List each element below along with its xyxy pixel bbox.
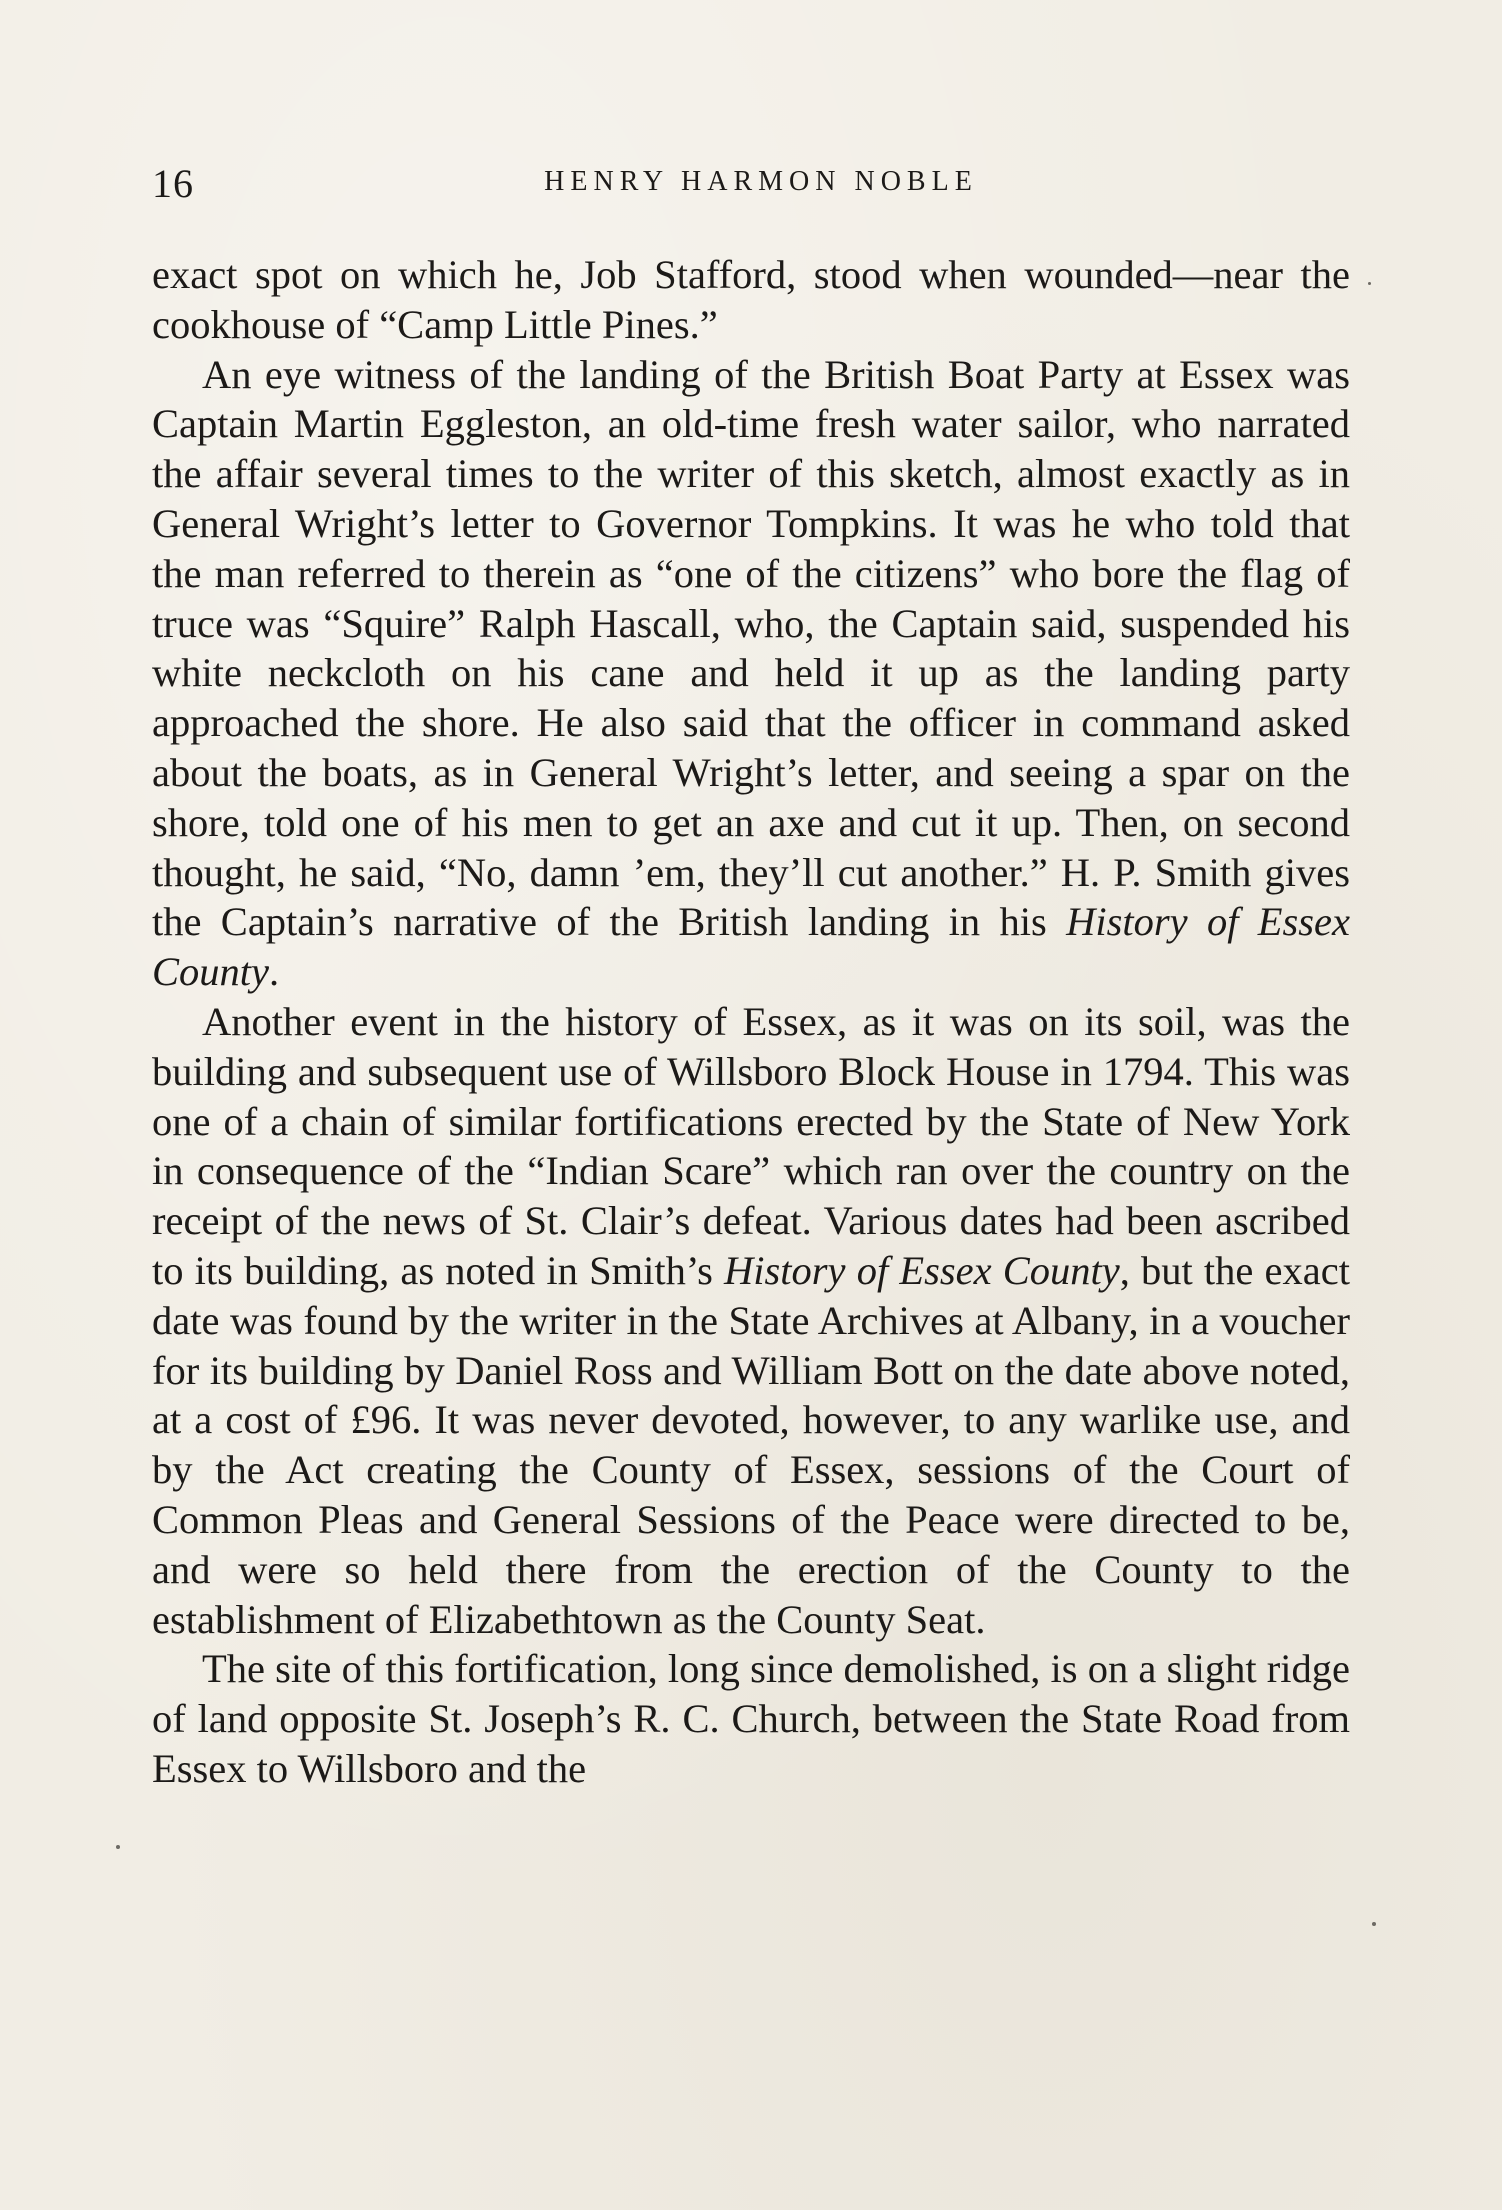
paragraph-text: .	[269, 949, 280, 995]
page-number: 16	[152, 161, 194, 206]
paper-speck	[1368, 282, 1371, 285]
paragraph-eye-witness	[152, 350, 1350, 997]
paper-speck	[1372, 1922, 1376, 1926]
book-title-italic: History of Essex County	[724, 1247, 1120, 1293]
paragraph-continuation: exact spot on which he, Job Stafford, stood when wounded—near the cookhouse of “Camp Little Pines.”	[152, 252, 1350, 347]
paper-speck	[116, 1845, 120, 1849]
paragraph-site: The site of this fortification, long since demolished, is on a slight ridge of land opposite St. Joseph’s R. C. Church, between the State Road from Essex to Willsboro and the	[152, 1646, 1350, 1791]
header-title: HENRY HARMON NOBLE	[544, 166, 978, 197]
paragraph-text: An eye witness of the landing of the British Boat Party at Essex was Captain Martin Eggleston, an old-time fresh water sailor, who narrated the affair several times to the writer of this sketch, almost exactly as in General Wright’s letter to Governor Tompkins. It was he who told that the man referred to therein as “one of the citizens” who bore the flag of truce was “Squire” Ralph Hascall, who, the Captain said, suspended his white neckcloth on his cane and held it up as the landing party approached the shore. He also said that the officer in command asked about the boats, as in General Wright’s letter, and seeing a spar on the shore, told one of his men to get an axe and cut it up. Then, on second thought, he said, “No, damn ’em, they’ll cut another.” H. P. Smith gives the Captain’s narrative of the British landing in his	[152, 351, 1350, 945]
book-title-italic: History of Essex County	[152, 899, 1350, 995]
paragraph-block-house	[152, 997, 1350, 1644]
running-head	[152, 160, 1350, 210]
paragraph-text: , but the exact date was found by the writer in the State Archives at Albany, in a voucher for its building by Daniel Ross and William Bott on the date above noted, at a cost of £96. It was never devoted, however, to any warlike use, and by the Act creating the County of Essex, sessions of the Court of Common Pleas and General Sessions of the Peace were directed to be, and were so held there from the erection of the County to the establishment of Elizabethtown as the County Seat.	[152, 1247, 1350, 1642]
body-text	[152, 250, 1350, 1794]
paragraph-text: Another event in the history of Essex, as it was on its soil, was the building and subsequent use of Willsboro Block House in 1794. This was one of a chain of similar fortifications erected by the State of New York in consequence of the “Indian Scare” which ran over the country on the receipt of the news of St. Clair’s defeat. Various dates had been ascribed to its building, as noted in Smith’s	[152, 998, 1350, 1293]
